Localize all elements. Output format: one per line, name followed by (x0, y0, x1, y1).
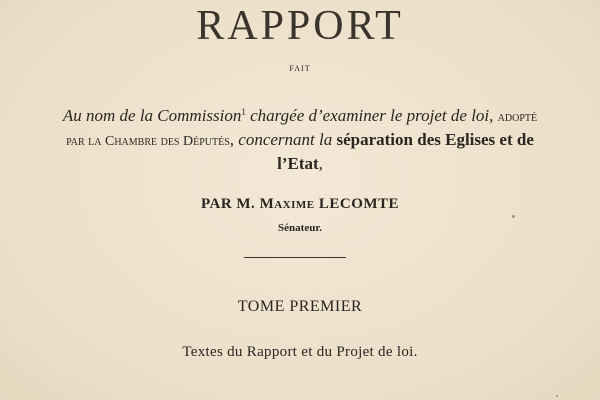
author-last-name: LECOMTE (314, 196, 400, 212)
description-concerning: concernant la (238, 130, 337, 149)
report-description (60, 101, 540, 175)
paper-speck (512, 215, 515, 218)
description-separation: séparation des Eglises et de l’Etat (277, 130, 534, 173)
paper-speck (556, 395, 558, 397)
divider-rule (244, 257, 346, 258)
description-bill: chargée d’examiner le projet de loi, (245, 106, 498, 125)
description-comma: , (229, 130, 239, 149)
fait-label: FAIT (289, 64, 311, 73)
author-line (0, 196, 600, 213)
tome-label: TOME PREMIER (237, 298, 363, 315)
description-commission: Au nom de la Commission (62, 106, 242, 125)
footnote-mark: 1 (241, 107, 246, 117)
contents-line: Textes du Rapport et du Projet de loi. (182, 344, 418, 360)
author-first-name: Maxime (259, 196, 315, 212)
report-title: RAPPORT (196, 3, 404, 49)
author-role: Sénateur. (278, 222, 322, 234)
description-adopted: adopté par la Chambre des Députés (66, 110, 538, 149)
author-prefix: PAR M. (200, 196, 260, 212)
description-end: , (318, 154, 323, 173)
